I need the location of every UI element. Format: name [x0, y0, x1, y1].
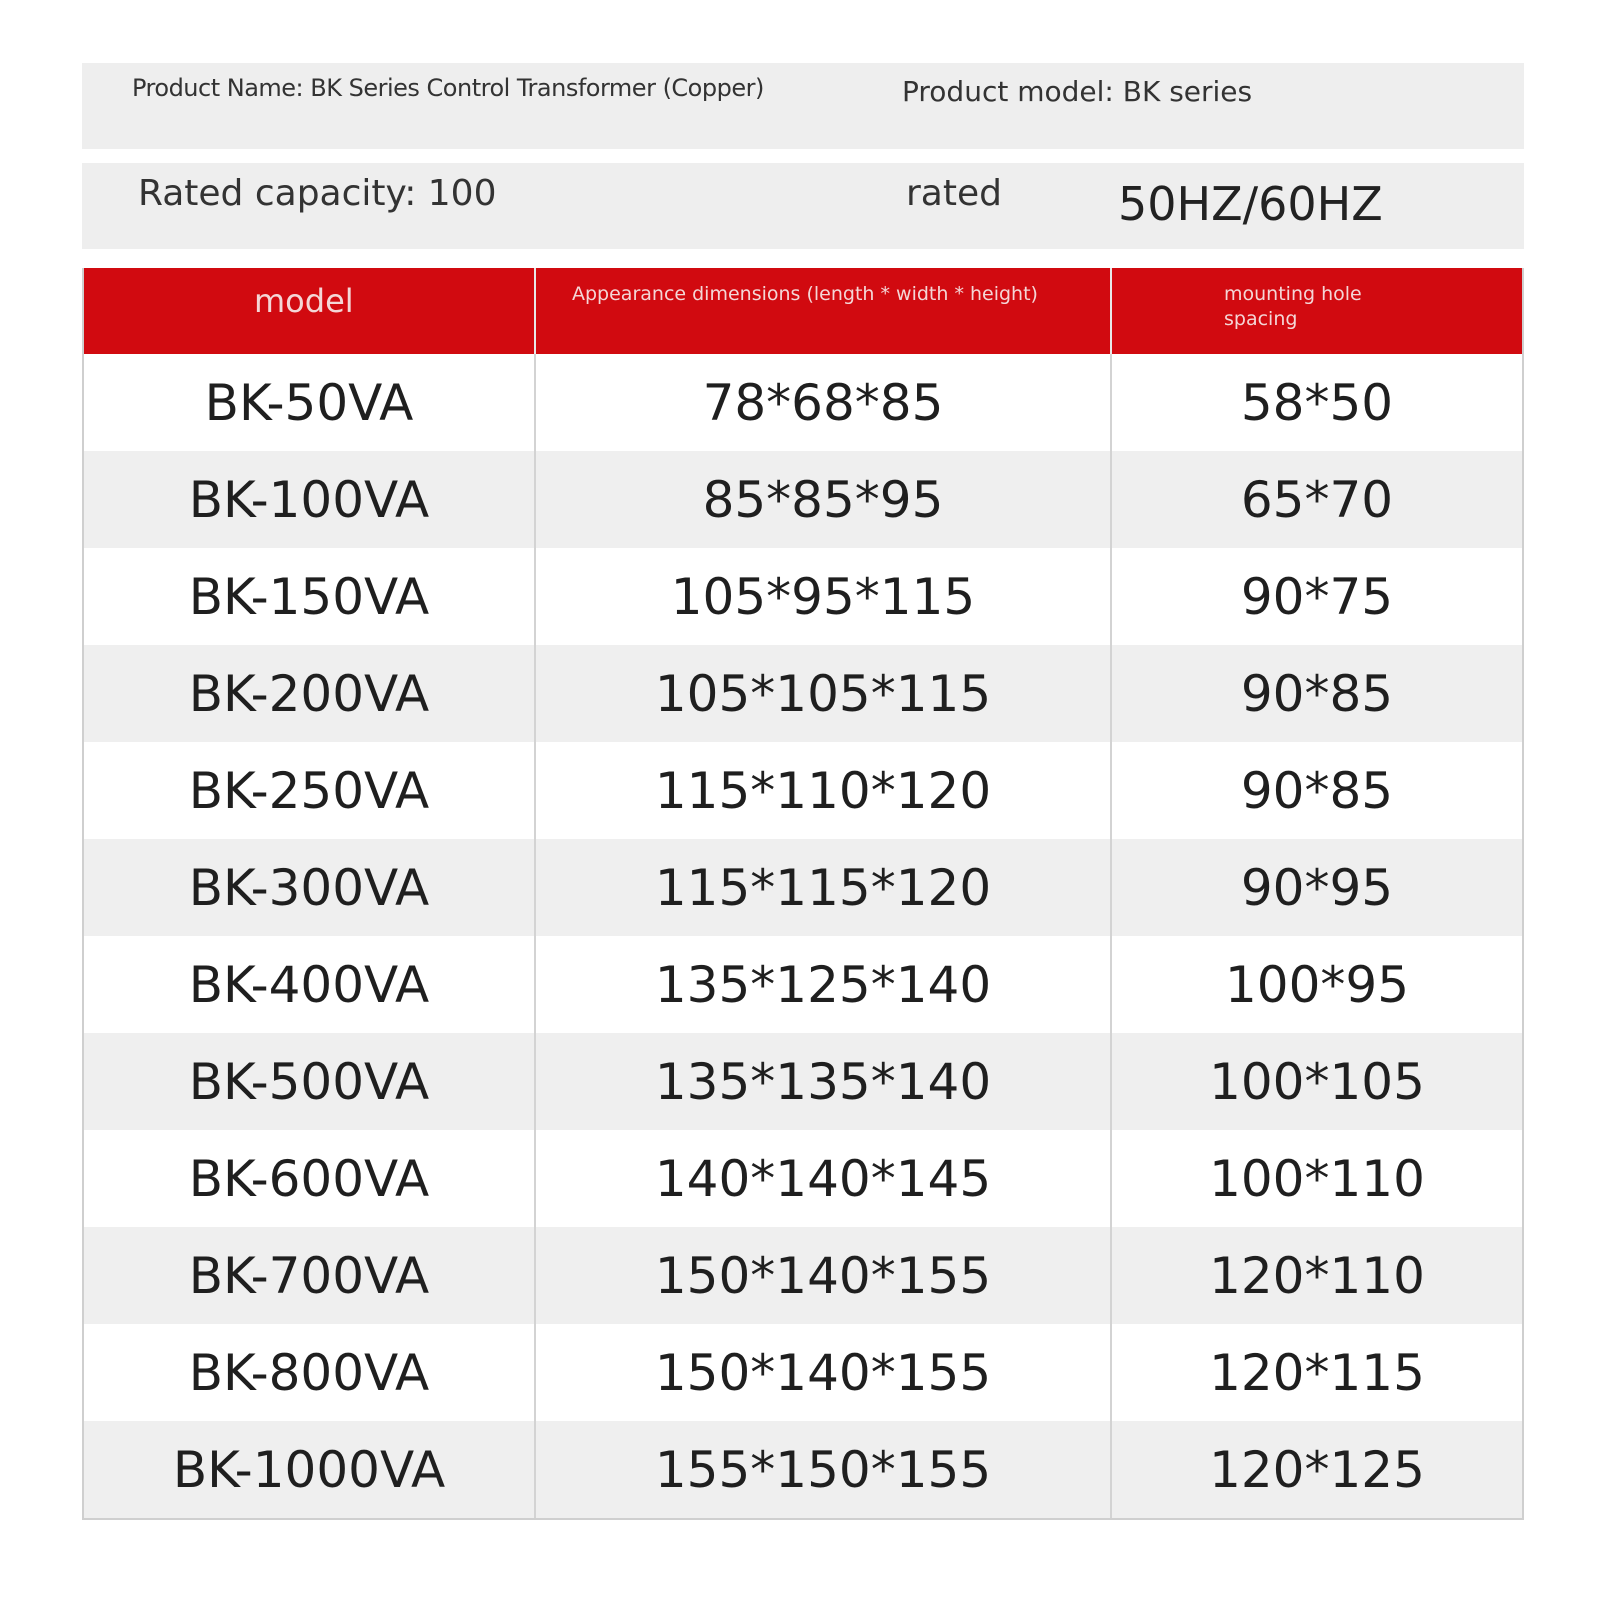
dimensions-cell: 115*115*120: [536, 839, 1112, 936]
model-cell: BK-400VA: [84, 936, 536, 1033]
model-cell: BK-1000VA: [84, 1421, 536, 1518]
table-row: [84, 936, 1522, 1033]
dimensions-cell: 135*135*140: [536, 1033, 1112, 1130]
dimensions-cell: 85*85*95: [536, 451, 1112, 548]
frequency-value: 50HZ/60HZ: [1118, 177, 1383, 231]
product-model: Product model: BK series: [902, 75, 1253, 108]
dimensions-cell: 140*140*145: [536, 1130, 1112, 1227]
table-row: [84, 1033, 1522, 1130]
model-cell: BK-250VA: [84, 742, 536, 839]
dimensions-cell: 150*140*155: [536, 1227, 1112, 1324]
hole-spacing-cell: 120*110: [1209, 1246, 1425, 1305]
model-cell: BK-50VA: [84, 354, 536, 451]
spec-table: [82, 268, 1524, 1520]
model-cell: BK-300VA: [84, 839, 536, 936]
model-cell: BK-500VA: [84, 1033, 536, 1130]
dimensions-cell: 115*110*120: [536, 742, 1112, 839]
product-name: Product Name: BK Series Control Transformer (Copper): [132, 74, 764, 102]
header-model: model: [84, 268, 536, 354]
table-row: [84, 1421, 1522, 1518]
table-row: [84, 645, 1522, 742]
hole-spacing-cell: 100*95: [1224, 955, 1410, 1014]
model-cell: BK-200VA: [84, 645, 536, 742]
model-cell: BK-150VA: [84, 548, 536, 645]
model-cell: BK-100VA: [84, 451, 536, 548]
table-row: [84, 354, 1522, 451]
hole-spacing-cell: 100*105: [1209, 1052, 1425, 1111]
hole-spacing-cell: 58*50: [1240, 373, 1394, 432]
table-row: [84, 1130, 1522, 1227]
rating-info-bar: [82, 163, 1524, 249]
model-cell: BK-600VA: [84, 1130, 536, 1227]
table-body: [84, 354, 1522, 1518]
model-cell: BK-800VA: [84, 1324, 536, 1421]
table-row: [84, 548, 1522, 645]
model-cell: BK-700VA: [84, 1227, 536, 1324]
header-dimensions: Appearance dimensions (length * width * height): [536, 268, 1112, 354]
rated-capacity: Rated capacity: 100: [138, 173, 497, 214]
product-info-bar: [82, 63, 1524, 149]
dimensions-cell: 135*125*140: [536, 936, 1112, 1033]
dimensions-cell: 155*150*155: [536, 1421, 1112, 1518]
table-header-row: [84, 268, 1522, 354]
table-row: [84, 742, 1522, 839]
dimensions-cell: 150*140*155: [536, 1324, 1112, 1421]
hole-spacing-cell: 65*70: [1240, 470, 1394, 529]
hole-spacing-cell: 90*95: [1240, 858, 1394, 917]
hole-spacing-cell: 120*125: [1209, 1440, 1425, 1499]
hole-spacing-cell: 120*115: [1209, 1343, 1425, 1402]
dimensions-cell: 105*105*115: [536, 645, 1112, 742]
dimensions-cell: 105*95*115: [536, 548, 1112, 645]
dimensions-cell: 78*68*85: [536, 354, 1112, 451]
table-row: [84, 451, 1522, 548]
hole-spacing-cell: 100*110: [1209, 1149, 1425, 1208]
hole-spacing-cell: 90*75: [1240, 567, 1394, 626]
table-row: [84, 1227, 1522, 1324]
header-hole-spacing: mounting hole spacing: [1224, 283, 1362, 330]
hole-spacing-cell: 90*85: [1240, 664, 1394, 723]
table-row: [84, 839, 1522, 936]
rated-label: rated: [906, 173, 1002, 214]
hole-spacing-cell: 90*85: [1240, 761, 1394, 820]
table-row: [84, 1324, 1522, 1421]
